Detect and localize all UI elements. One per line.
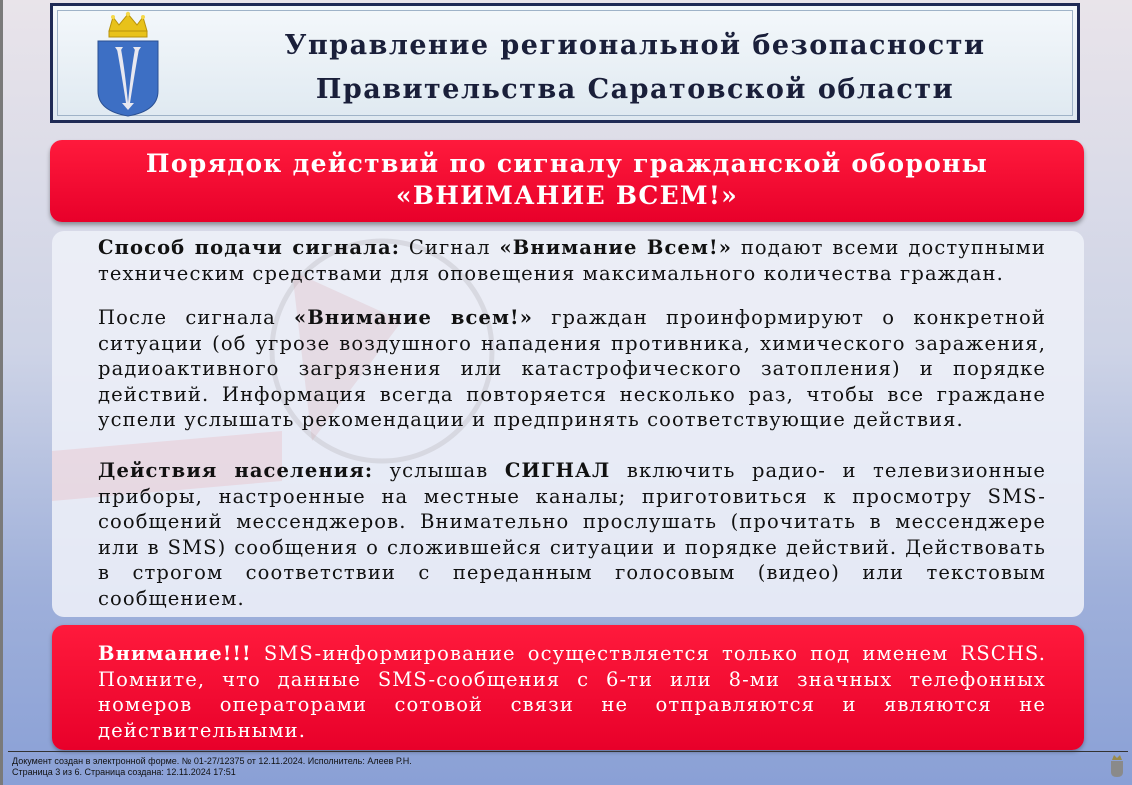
header-title-line2: Правительства Саратовской области xyxy=(315,74,955,105)
header-title-line1: Управление региональной безопасности xyxy=(284,30,986,61)
header-panel xyxy=(50,3,1080,123)
banner-line2: «ВНИМАНИЕ ВСЕМ!» xyxy=(395,181,739,210)
after-signal-signal: «Внимание всем!» xyxy=(294,306,533,329)
header-title xyxy=(213,24,1057,112)
banner-line1: Порядок действий по сигналу гражданской обороны xyxy=(145,149,989,178)
attention-panel xyxy=(52,625,1084,750)
signal-method-signal: «Внимание Всем!» xyxy=(499,236,732,259)
population-actions-signal: СИГНАЛ xyxy=(504,459,611,482)
attention-paragraph xyxy=(98,641,1046,743)
population-actions-text-b: включить радио- и телевизионные приборы, настроенные на местные каналы; приготовиться к просмотру SMS-сообщений мессенджеров. Внимательно прослушать (прочитать в мессенджере или в SMS) сообщения о сложившейся ситуации и порядке действий. Действовать в строгом соответствии с переданным голосовым (видео) или текстовым сообщением. xyxy=(98,459,1046,610)
attention-label: Внимание!!! xyxy=(98,642,252,665)
footer-divider xyxy=(8,751,1128,752)
page-edge xyxy=(0,0,3,785)
footer-emblem-icon xyxy=(1110,754,1124,778)
signal-method-label: Способ подачи сигнала: xyxy=(98,236,400,259)
after-signal-text-b: граждан проинформируют о конкретной ситуации (об угрозе воздушного нападения противника, химического заражения, радиоактивного загрязнения или катастрофического затопления) и порядке действий. Информация всегда повторяется несколько раз, чтобы все граждане успели услышать рекомендации и предпринять соответствующие действия. xyxy=(98,306,1046,431)
footer-page-info: Страница 3 из 6. Страница создана: 12.11.2024 17:51 xyxy=(12,767,236,777)
signal-method-text-b: подают всеми доступными техническим средствами для оповещения максимального количества граждан. xyxy=(98,236,1046,285)
footer-document-info: Документ создан в электронной форме. № 01-27/12375 от 12.11.2024. Исполнитель: Алеев Р.Н. xyxy=(12,756,412,766)
saratov-coat-of-arms-icon xyxy=(95,11,161,117)
instructions-panel xyxy=(52,231,1084,617)
population-actions-label: Действия населения: xyxy=(98,459,374,482)
after-signal-paragraph xyxy=(98,305,1046,433)
population-actions-text-a: услышав xyxy=(373,459,505,482)
signal-title-banner xyxy=(50,140,1084,222)
signal-method-text-a: Сигнал xyxy=(400,236,500,259)
population-actions-paragraph xyxy=(98,458,1046,611)
attention-text: SMS-информирование осуществляется только под именем RSCHS. Помните, что данные SMS-сообщения с 6-ти или 8-ми значных телефонных номеров операторами сотовой связи не отправляются и являются не действительными. xyxy=(98,642,1046,742)
signal-method-paragraph xyxy=(98,235,1046,286)
after-signal-text-a: После сигнала xyxy=(98,306,295,329)
